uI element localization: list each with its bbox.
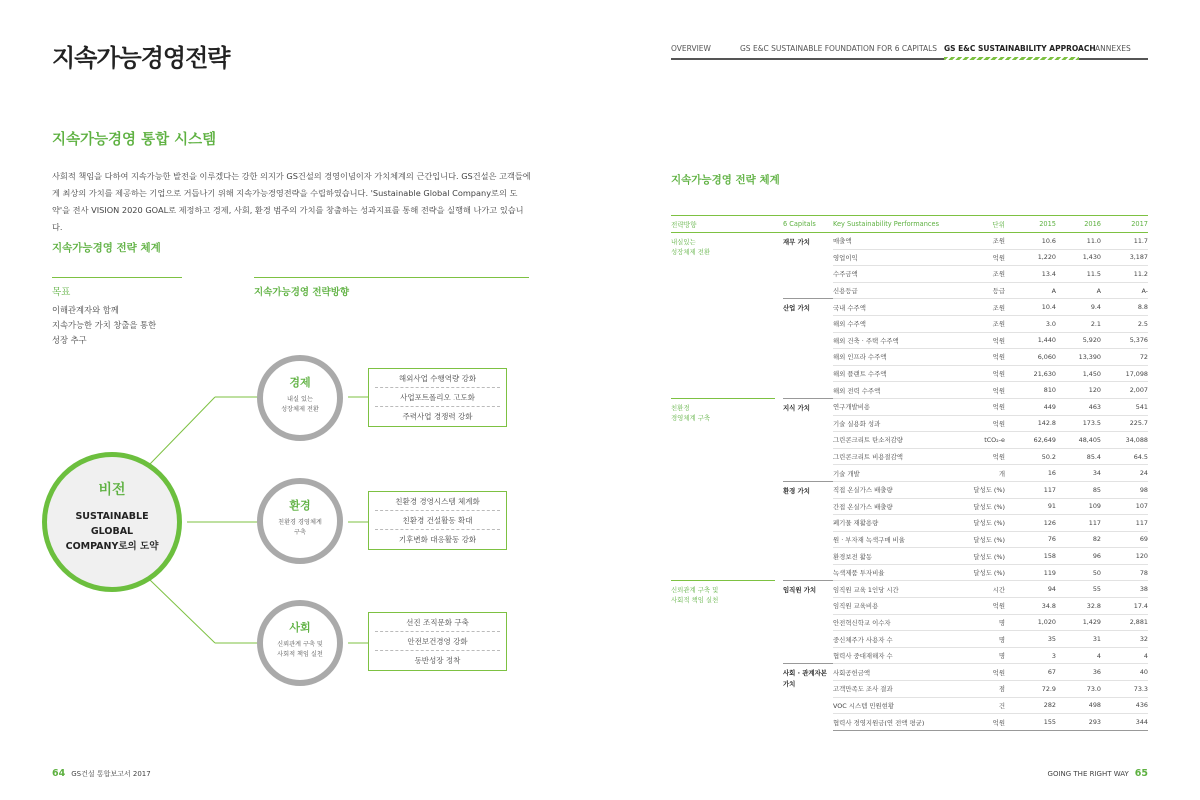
value-2016-cell: 4 <box>1056 647 1101 664</box>
intro-paragraph: 사회적 책임을 다하여 지속가능한 발전을 이루겠다는 강한 의지가 GS건설의 경영이념이자 가치체계의 근간입니다. GS건설은 고객들에게 최상의 가치를 제공하는 기업으로 거듭나기 위해 지속가능경영전략을 수립하였습니다. 'Sustainable Global Company로의 도약'을 전사 VISION 2020 GOAL로 제정하고 경제, 사회, 환경 범주의 가치를 창출하는 성과지표를 통해 전략을 실행해 나가고 있습니다. <box>52 171 531 232</box>
value-2017-cell: 3,187 <box>1101 249 1148 266</box>
value-2016-cell: 50 <box>1056 564 1101 581</box>
kpi-cell: 간접 온실가스 배출량 <box>833 498 963 515</box>
goal-line-2: 지속가능한 가치 창출을 통한 <box>52 320 157 330</box>
unit-cell: 명 <box>963 647 1011 664</box>
value-2016-cell: 109 <box>1056 498 1101 515</box>
unit-cell: 조원 <box>963 266 1011 283</box>
value-2017-cell: 78 <box>1101 564 1148 581</box>
value-2017-cell: 11.2 <box>1101 266 1148 283</box>
value-2015-cell: 10.6 <box>1011 233 1056 250</box>
kpi-cell: 그린콘크리트 탄소저감량 <box>833 432 963 449</box>
pillar-desc: 친환경 경영체계 구축 <box>278 519 322 536</box>
value-2015-cell: 449 <box>1011 398 1056 415</box>
value-2017-cell: 2,881 <box>1101 614 1148 631</box>
value-2015-cell: 76 <box>1011 531 1056 548</box>
header-2016: 2016 <box>1056 216 1101 233</box>
direction-label: 지속가능경영 전략방향 <box>254 287 350 298</box>
header-kpi: Key Sustainability Performances <box>833 216 963 233</box>
header-unit: 단위 <box>963 216 1011 233</box>
kpi-cell: 협력사 중대재해자 수 <box>833 647 963 664</box>
value-2016-cell: 1,429 <box>1056 614 1101 631</box>
value-2015-cell: 72.9 <box>1011 681 1056 698</box>
kpi-cell: 임직원 교육비용 <box>833 598 963 615</box>
pillar-title: 경제 <box>289 376 311 389</box>
value-2015-cell: 21,630 <box>1011 365 1056 382</box>
value-2017-cell: 225.7 <box>1101 415 1148 432</box>
pillar-title: 환경 <box>289 499 311 512</box>
value-2015-cell: 94 <box>1011 581 1056 598</box>
value-2016-cell: 117 <box>1056 515 1101 532</box>
kpi-cell: 안전혁신학교 이수자 <box>833 614 963 631</box>
connector-economy <box>150 397 215 464</box>
kpi-cell: 고객만족도 조사 결과 <box>833 681 963 698</box>
value-2016-cell: 11.0 <box>1056 233 1101 250</box>
value-2015-cell: 34.8 <box>1011 598 1056 615</box>
capital-cell: 산업 가치 <box>783 299 833 399</box>
value-2017-cell: 69 <box>1101 531 1148 548</box>
value-2015-cell: 62,649 <box>1011 432 1056 449</box>
value-2016-cell: 82 <box>1056 531 1101 548</box>
footer-right <box>1048 768 1148 779</box>
value-2017-cell: 40 <box>1101 664 1148 681</box>
pillar-environment <box>257 478 343 564</box>
connector-social <box>150 580 215 643</box>
unit-cell: 억원 <box>963 415 1011 432</box>
value-2016-cell: 5,920 <box>1056 332 1101 349</box>
value-2016-cell: 2.1 <box>1056 315 1101 332</box>
unit-cell: 명 <box>963 631 1011 648</box>
value-2015-cell: 126 <box>1011 515 1056 532</box>
unit-cell: 억원 <box>963 714 1011 731</box>
unit-cell: 억원 <box>963 332 1011 349</box>
pillar-title: 사회 <box>289 621 311 634</box>
kpi-cell: 해외 수주액 <box>833 315 963 332</box>
value-2015-cell: 117 <box>1011 481 1056 498</box>
footer-right-text: GOING THE RIGHT WAY <box>1047 770 1129 778</box>
capital-cell: 환경 가치 <box>783 481 833 581</box>
value-2016-cell: 85 <box>1056 481 1101 498</box>
kpi-cell: 기술 실용화 성과 <box>833 415 963 432</box>
unit-cell: 조원 <box>963 315 1011 332</box>
value-2015-cell: 67 <box>1011 664 1056 681</box>
value-2017-cell: 541 <box>1101 398 1148 415</box>
kpi-cell: 그린콘크리트 비용절감액 <box>833 448 963 465</box>
goal-line-1: 이해관계자와 함께 <box>52 305 119 315</box>
vision-circle <box>42 452 182 592</box>
nav-foundation[interactable]: GS E&C SUSTAINABLE FOUNDATION FOR 6 CAPITALS <box>740 44 938 53</box>
strategy-item: 사업포트폴리오 고도화 <box>375 388 500 407</box>
kpi-cell: 신용등급 <box>833 282 963 299</box>
unit-cell: 억원 <box>963 382 1011 399</box>
kpi-cell: 연구개발비용 <box>833 398 963 415</box>
capital-cell: 사회 · 관계자본 가치 <box>783 664 833 730</box>
vision-text: SUSTAINABLE GLOBAL COMPANY로의 도약 <box>65 511 159 552</box>
kpi-cell: 녹색제품 투자비율 <box>833 564 963 581</box>
right-title: 지속가능경영 전략 체계 <box>671 174 780 186</box>
value-2015-cell: A <box>1011 282 1056 299</box>
unit-cell: 억원 <box>963 664 1011 681</box>
unit-cell: 억원 <box>963 249 1011 266</box>
value-2017-cell: 117 <box>1101 515 1148 532</box>
value-2016-cell: 55 <box>1056 581 1101 598</box>
value-2017-cell: A- <box>1101 282 1148 299</box>
unit-cell: 시간 <box>963 581 1011 598</box>
unit-cell: 달성도 (%) <box>963 531 1011 548</box>
unit-cell: 억원 <box>963 598 1011 615</box>
pillar-desc: 내실 있는 성장체제 전환 <box>281 396 319 413</box>
capital-cell: 지식 가치 <box>783 398 833 481</box>
nav-annexes[interactable]: ANNEXES <box>1095 44 1131 53</box>
capital-cell: 임직원 가치 <box>783 581 833 664</box>
value-2016-cell: 13,390 <box>1056 349 1101 366</box>
value-2016-cell: 293 <box>1056 714 1101 731</box>
value-2017-cell: 2,007 <box>1101 382 1148 399</box>
strategy-item: 주력사업 경쟁력 강화 <box>402 412 473 421</box>
kpi-cell: 매출액 <box>833 233 963 250</box>
kpi-cell: 해외 건축 · 주택 수주액 <box>833 332 963 349</box>
unit-cell: 달성도 (%) <box>963 498 1011 515</box>
value-2017-cell: 17,098 <box>1101 365 1148 382</box>
value-2015-cell: 142.8 <box>1011 415 1056 432</box>
value-2015-cell: 16 <box>1011 465 1056 482</box>
value-2017-cell: 4 <box>1101 647 1148 664</box>
value-2016-cell: 11.5 <box>1056 266 1101 283</box>
value-2015-cell: 155 <box>1011 714 1056 731</box>
table-row <box>671 581 1148 598</box>
value-2016-cell: 34 <box>1056 465 1101 482</box>
value-2016-cell: 32.8 <box>1056 598 1101 615</box>
value-2017-cell: 72 <box>1101 349 1148 366</box>
unit-cell: 억원 <box>963 349 1011 366</box>
kpi-cell: 국내 수주액 <box>833 299 963 316</box>
value-2015-cell: 35 <box>1011 631 1056 648</box>
unit-cell: tCO₂-e <box>963 432 1011 449</box>
unit-cell: 억원 <box>963 448 1011 465</box>
unit-cell: 건 <box>963 697 1011 714</box>
pillar-desc: 신뢰관계 구축 및 사회적 책임 실천 <box>277 641 323 658</box>
economy-strategy-box <box>368 368 507 427</box>
header-direction: 전략방향 <box>671 216 775 233</box>
value-2015-cell: 158 <box>1011 548 1056 565</box>
strategy-item: 선진 조직문화 구축 <box>375 613 500 632</box>
kpi-cell: 수주금액 <box>833 266 963 283</box>
value-2016-cell: 9.4 <box>1056 299 1101 316</box>
kpi-cell: 사회공헌금액 <box>833 664 963 681</box>
pillar-social <box>257 600 343 686</box>
unit-cell: 명 <box>963 614 1011 631</box>
unit-cell: 등급 <box>963 282 1011 299</box>
page-title: 지속가능경영전략 <box>52 44 230 72</box>
strategy-direction-cell: 신뢰관계 구축 및 사회적 책임 실천 <box>671 581 775 730</box>
value-2015-cell: 91 <box>1011 498 1056 515</box>
value-2016-cell: 463 <box>1056 398 1101 415</box>
value-2016-cell: 173.5 <box>1056 415 1101 432</box>
kpi-cell: 중신체주가 사용자 수 <box>833 631 963 648</box>
value-2017-cell: 8.8 <box>1101 299 1148 316</box>
capital-cell: 재무 가치 <box>783 233 833 299</box>
kpi-cell: 협력사 경영지원금(연 전액 평균) <box>833 714 963 731</box>
goal-line-3: 성장 추구 <box>52 335 87 345</box>
value-2017-cell: 73.3 <box>1101 681 1148 698</box>
value-2016-cell: 1,450 <box>1056 365 1101 382</box>
page-number-right: 65 <box>1134 768 1148 779</box>
strategy-direction-cell: 친환경 경영체계 구축 <box>671 398 775 581</box>
value-2016-cell: 1,430 <box>1056 249 1101 266</box>
value-2015-cell: 1,220 <box>1011 249 1056 266</box>
header-capitals: 6 Capitals <box>783 216 833 233</box>
table-row <box>671 233 1148 250</box>
table-body <box>671 233 1148 731</box>
kpi-cell: 해외 플랜트 수주액 <box>833 365 963 382</box>
kpi-cell: 폐기물 재활용량 <box>833 515 963 532</box>
kpi-cell: 해외 인프라 수주액 <box>833 349 963 366</box>
strategy-item: 친환경 건설활동 확대 <box>375 511 500 530</box>
value-2015-cell: 6,060 <box>1011 349 1056 366</box>
value-2017-cell: 24 <box>1101 465 1148 482</box>
unit-cell: 달성도 (%) <box>963 481 1011 498</box>
value-2017-cell: 2.5 <box>1101 315 1148 332</box>
value-2016-cell: 96 <box>1056 548 1101 565</box>
value-2015-cell: 810 <box>1011 382 1056 399</box>
value-2017-cell: 11.7 <box>1101 233 1148 250</box>
value-2016-cell: 36 <box>1056 664 1101 681</box>
kpi-cell: 영업이익 <box>833 249 963 266</box>
value-2017-cell: 107 <box>1101 498 1148 515</box>
environment-strategy-box <box>368 491 507 550</box>
social-strategy-box <box>368 612 507 671</box>
unit-cell: 달성도 (%) <box>963 548 1011 565</box>
value-2017-cell: 17.4 <box>1101 598 1148 615</box>
table-header-row <box>671 216 1148 233</box>
value-2016-cell: 31 <box>1056 631 1101 648</box>
unit-cell: 조원 <box>963 299 1011 316</box>
goal-label: 목표 <box>52 287 71 298</box>
nav-approach[interactable]: GS E&C SUSTAINABILITY APPROACH <box>944 44 1096 53</box>
kpi-cell: VOC 시스템 민원현황 <box>833 697 963 714</box>
unit-cell: 달성도 (%) <box>963 564 1011 581</box>
kpi-cell: 해외 전력 수주액 <box>833 382 963 399</box>
header-2017: 2017 <box>1101 216 1148 233</box>
value-2016-cell: 48,405 <box>1056 432 1101 449</box>
unit-cell: 달성도 (%) <box>963 515 1011 532</box>
page-number-left: 64 <box>52 768 66 779</box>
strategy-item: 안전보건경영 강화 <box>375 632 500 651</box>
value-2015-cell: 1,440 <box>1011 332 1056 349</box>
value-2016-cell: 498 <box>1056 697 1101 714</box>
value-2017-cell: 5,376 <box>1101 332 1148 349</box>
value-2016-cell: A <box>1056 282 1101 299</box>
strategy-item: 동반성장 정착 <box>414 656 461 665</box>
pillar-economy <box>257 355 343 441</box>
vision-title: 비전 <box>98 482 126 498</box>
value-2015-cell: 50.2 <box>1011 448 1056 465</box>
value-2017-cell: 64.5 <box>1101 448 1148 465</box>
value-2017-cell: 120 <box>1101 548 1148 565</box>
value-2015-cell: 10.4 <box>1011 299 1056 316</box>
value-2015-cell: 282 <box>1011 697 1056 714</box>
value-2015-cell: 3.0 <box>1011 315 1056 332</box>
unit-cell: 조원 <box>963 233 1011 250</box>
value-2016-cell: 120 <box>1056 382 1101 399</box>
kpi-cell: 원 · 부자재 녹색구매 비율 <box>833 531 963 548</box>
left-subtitle: 지속가능경영 전략 체계 <box>52 242 161 254</box>
footer-left <box>52 768 151 779</box>
unit-cell: 개 <box>963 465 1011 482</box>
value-2017-cell: 436 <box>1101 697 1148 714</box>
value-2015-cell: 119 <box>1011 564 1056 581</box>
value-2016-cell: 73.0 <box>1056 681 1101 698</box>
kpi-cell: 환경보전 활동 <box>833 548 963 565</box>
section-title: 지속가능경영 통합 시스템 <box>52 132 217 148</box>
value-2017-cell: 344 <box>1101 714 1148 731</box>
unit-cell: 점 <box>963 681 1011 698</box>
kpi-cell: 기술 개발 <box>833 465 963 482</box>
value-2015-cell: 3 <box>1011 647 1056 664</box>
table-row <box>671 398 1148 415</box>
unit-cell: 억원 <box>963 365 1011 382</box>
footer-left-text: GS건설 통합보고서 2017 <box>71 770 151 778</box>
kpi-cell: 임직원 교육 1인당 시간 <box>833 581 963 598</box>
value-2017-cell: 34,088 <box>1101 432 1148 449</box>
value-2017-cell: 38 <box>1101 581 1148 598</box>
performance-table <box>671 215 1148 731</box>
kpi-cell: 직접 온실가스 배출량 <box>833 481 963 498</box>
strategy-item: 친환경 경영시스템 체계화 <box>375 492 500 511</box>
strategy-item: 기후변화 대응활동 강화 <box>398 535 477 544</box>
strategy-direction-cell: 내실있는 성장체제 전환 <box>671 233 775 399</box>
nav-active-indicator <box>944 57 1079 60</box>
value-2017-cell: 32 <box>1101 631 1148 648</box>
value-2015-cell: 1,020 <box>1011 614 1056 631</box>
header-2015: 2015 <box>1011 216 1056 233</box>
nav-overview[interactable]: OVERVIEW <box>671 44 711 53</box>
strategy-item: 해외사업 수행역량 강화 <box>375 369 500 388</box>
value-2016-cell: 85.4 <box>1056 448 1101 465</box>
value-2015-cell: 13.4 <box>1011 266 1056 283</box>
unit-cell: 억원 <box>963 398 1011 415</box>
value-2017-cell: 98 <box>1101 481 1148 498</box>
